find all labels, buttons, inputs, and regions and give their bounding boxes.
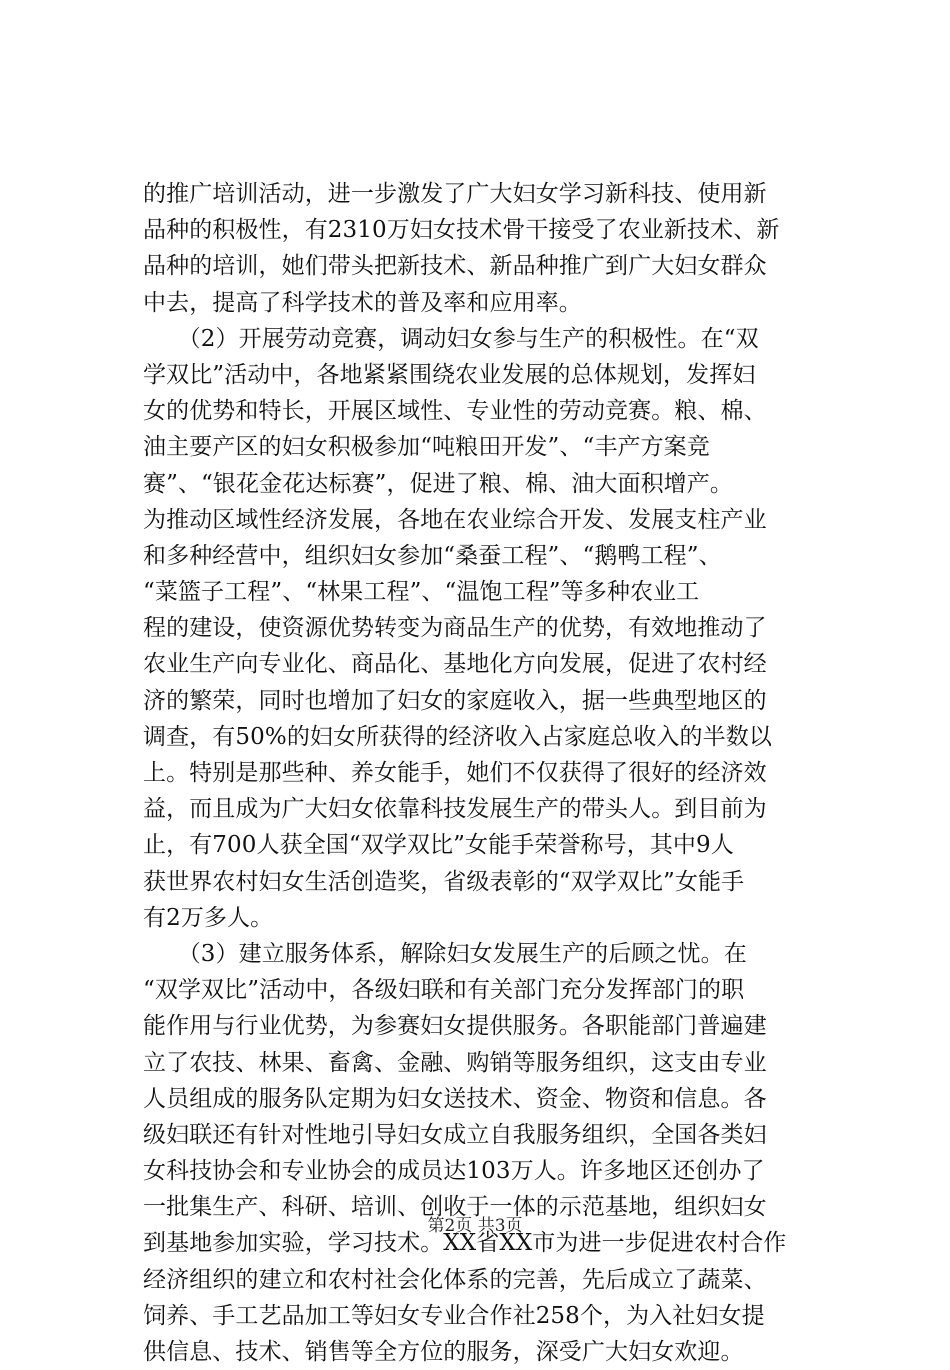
text-line: 的推广培训活动，进一步激发了广大妇女学习新科技、使用新 [143,181,767,207]
text-line: 济的繁荣，同时也增加了妇女的家庭收入，据一些典型地区的 [143,687,767,714]
text-line: 为推动区域性经济发展，各地在农业综合开发、发展支柱产业 [143,506,767,533]
text-line: 益，而且成为广大妇女依靠科技发展生产的带头人。到目前为 [143,796,767,823]
page-number-label: 第2页 共3页 [427,1216,523,1236]
text-line: 上。特别是那些种、养女能手，她们不仅获得了很好的经济效 [143,760,767,786]
text-line: 获世界农村妇女生活创造奖，省级表彰的“双学双比”女能手 [143,868,745,895]
text-line: 能作用与行业优势，为参赛妇女提供服务。各职能部门普遍建 [143,1013,767,1040]
text-line: 饲养、手工艺品加工等妇女专业合作社258个，为入社妇女提 [143,1302,765,1329]
text-line: （2）开展劳动竞赛，调动妇女参与生产的积极性。在“双 [143,325,759,352]
text-line: 农业生产向专业化、商品化、基地化方向发展，促进了农村经 [143,651,767,678]
text-line: 经济组织的建立和农村社会化体系的完善，先后成立了蔬菜、 [143,1266,767,1293]
text-line: 人员组成的服务队定期为妇女送技术、资金、物资和信息。各 [143,1085,767,1112]
text-line: 立了农技、林果、畜禽、金融、购销等服务组织，这支由专业 [143,1049,767,1076]
page-footer [0,1214,950,1238]
text-line: 女的优势和特长，开展区域性、专业性的劳动竞赛。粮、棉、 [143,398,767,425]
text-line: 品种的培训，她们带头把新技术、新品种推广到广大妇女群众 [143,253,767,280]
body-text [143,176,813,1370]
text-line: 止，有700人获全国“双学双比”女能手荣誉称号，其中9人 [143,832,734,859]
text-line: 学双比”活动中，各地紧紧围绕农业发展的总体规划，发挥妇 [143,361,756,388]
text-line: 供信息、技术、销售等全方位的服务，深受广大妇女欢迎。 [143,1339,744,1365]
text-line: 到基地参加实验，学习技术。XX省XX市为进一步促进农村合作 [143,1230,787,1257]
text-line: 一批集生产、科研、培训、创收于一体的示范基地，组织妇女 [143,1194,767,1221]
text-line: 女科技协会和专业协会的成员达103万人。许多地区还创办了 [143,1158,765,1185]
text-line: 中去，提高了科学技术的普及率和应用率。 [143,289,582,316]
text-line: 级妇联还有针对性地引导妇女成立自我服务组织，全国各类妇 [143,1121,767,1148]
text-line: 有2万多人。 [143,904,274,931]
text-line: 和多种经营中，组织妇女参加“桑蚕工程”、“鹅鸭工程”、 [143,542,722,569]
text-line: “菜篮子工程”、“林果工程”、“温饱工程”等多种农业工 [143,579,700,606]
text-line: 赛”、“银花金花达标赛”，促进了粮、棉、油大面积增产。 [143,470,733,497]
text-line: 调查，有50%的妇女所获得的经济收入占家庭总收入的半数以 [143,723,772,750]
text-line: 品种的积极性，有2310万妇女技术骨干接受了农业新技术、新 [143,217,780,244]
text-line: “双学双比”活动中，各级妇联和有关部门充分发挥部门的职 [143,977,745,1004]
text-line: 程的建设，使资源优势转变为商品生产的优势，有效地推动了 [143,615,767,642]
text-line: （3）建立服务体系，解除妇女发展生产的后顾之忧。在 [143,940,747,967]
text-line: 油主要产区的妇女积极参加“吨粮田开发”、“丰产方案竞 [143,434,710,461]
